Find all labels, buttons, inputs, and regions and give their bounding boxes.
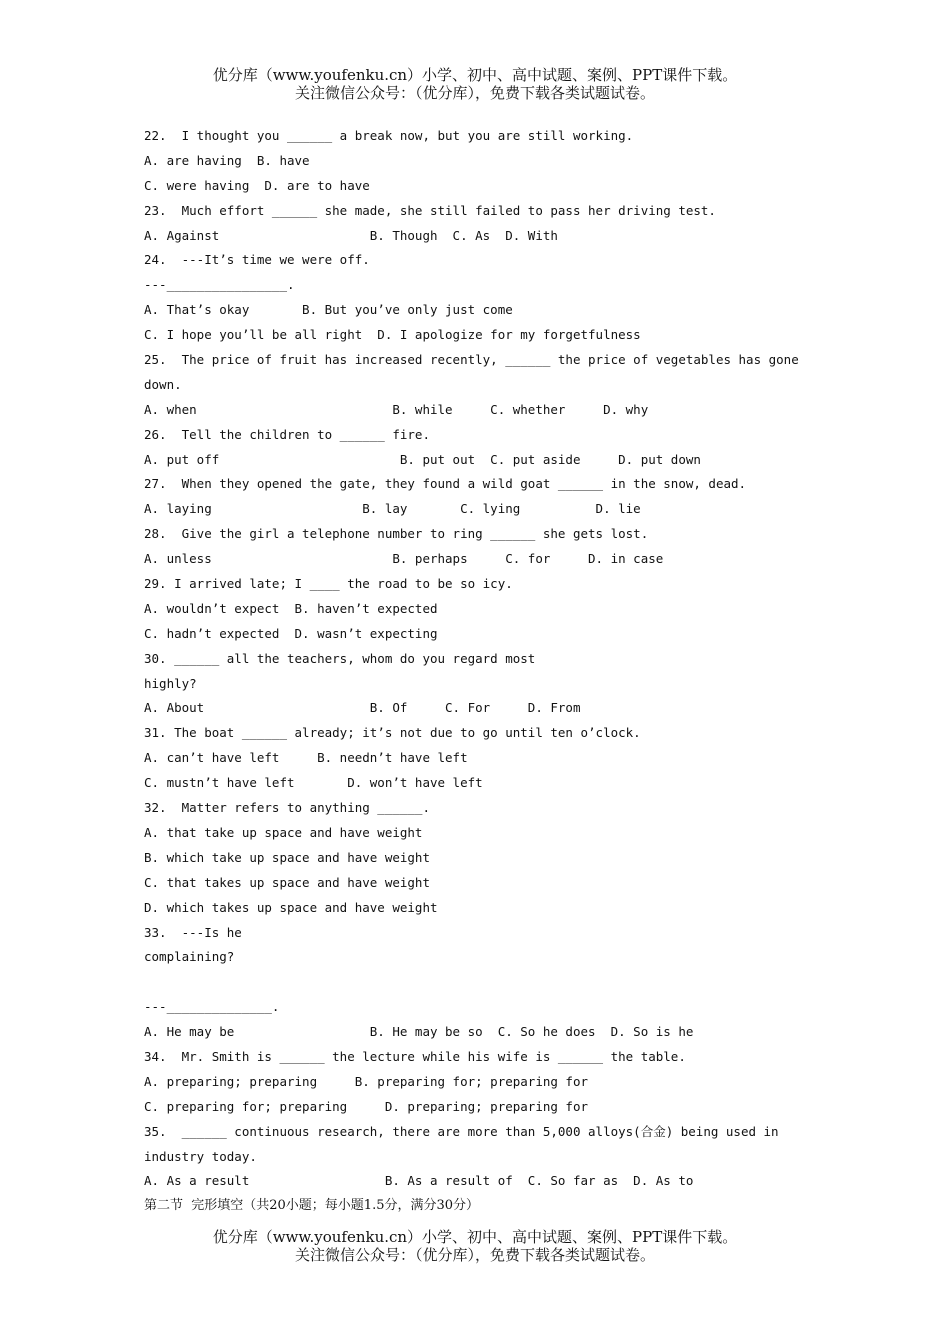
text-line: C. mustn’t have left D. won’t have left	[144, 775, 483, 791]
text-line: A. Against B. Though C. As D. With	[144, 227, 558, 243]
text-line: A. laying B. lay C. lying D. lie	[144, 501, 641, 517]
text-line: C. preparing for; preparing D. preparing; preparing for	[144, 1098, 589, 1114]
header-line-2: 关注微信公众号：（优分库），免费下载各类试题试卷。	[294, 84, 655, 102]
text-line: A. wouldn’t expect B. haven’t expected	[144, 600, 438, 616]
text-line: industry today.	[144, 1148, 257, 1164]
text-line: A. preparing; preparing B. preparing for; preparing for	[144, 1073, 589, 1089]
text-line: A. He may be B. He may be so C. So he does D. So is he	[144, 1024, 694, 1040]
text-line: 31. The boat ______ already; it’s not due to go until ten o’clock.	[144, 725, 641, 741]
page-footer	[0, 1228, 950, 1264]
text-line: A. are having B. have	[144, 152, 310, 168]
text-line: 26. Tell the children to ______ fire.	[144, 426, 430, 442]
text-line: A. As a result B. As a result of C. So far as D. As to	[144, 1173, 694, 1189]
text-line: A. That’s okay B. But you’ve only just come	[144, 302, 513, 318]
text-line: C. that takes up space and have weight	[144, 874, 430, 890]
text-line: C. were having D. are to have	[144, 177, 370, 193]
text-line: ---________________.	[144, 277, 295, 293]
text-line: 33. ---Is he	[144, 924, 242, 940]
text-line: down.	[144, 376, 182, 392]
text-line: 35. ______ continuous research, there are more than 5,000 alloys(合金) being used in	[144, 1123, 779, 1139]
text-line: A. About B. Of C. For D. From	[144, 700, 581, 716]
text-line: 27. When they opened the gate, they found a wild goat ______ in the snow, dead.	[144, 476, 747, 492]
text-line: 24. ---It’s time we were off.	[144, 252, 370, 268]
exam-body	[144, 124, 824, 1219]
text-line: 29. I arrived late; I ____ the road to be so icy.	[144, 576, 513, 592]
text-line: C. hadn’t expected D. wasn’t expecting	[144, 625, 438, 641]
text-line: complaining?	[144, 949, 235, 965]
text-line: D. which takes up space and have weight	[144, 899, 438, 915]
footer-line-1: 优分库（www.youfenku.cn）小学、初中、高中试题、案例、PPT课件下载。	[212, 1228, 738, 1246]
text-line: A. can’t have left B. needn’t have left	[144, 750, 468, 766]
page-header	[0, 66, 950, 102]
text-line: 32. Matter refers to anything ______.	[144, 800, 430, 816]
text-line: 34. Mr. Smith is ______ the lecture while his wife is ______ the table.	[144, 1048, 686, 1064]
footer-line-2: 关注微信公众号：（优分库），免费下载各类试题试卷。	[294, 1246, 655, 1264]
text-line: 23. Much effort ______ she made, she still failed to pass her driving test.	[144, 202, 716, 218]
text-line: 22. I thought you ______ a break now, but you are still working.	[144, 128, 634, 143]
text-line: A. unless B. perhaps C. for D. in case	[144, 551, 664, 567]
header-line-1: 优分库（www.youfenku.cn）小学、初中、高中试题、案例、PPT课件下载。	[212, 66, 738, 84]
text-line: A. put off B. put out C. put aside D. put down	[144, 451, 701, 467]
text-line: A. that take up space and have weight	[144, 824, 423, 840]
text-line: 28. Give the girl a telephone number to ring ______ she gets lost.	[144, 526, 649, 542]
text-line: A. when B. while C. whether D. why	[144, 401, 649, 417]
text-line: 30. ______ all the teachers, whom do you regard most	[144, 650, 536, 666]
text-line: highly?	[144, 675, 197, 691]
text-line: C. I hope you’ll be all right D. I apologize for my forgetfulness	[144, 327, 641, 343]
text-line	[144, 970, 824, 995]
text-line: ---______________.	[144, 999, 280, 1015]
text-line: B. which take up space and have weight	[144, 849, 430, 865]
text-line: 25. The price of fruit has increased recently, ______ the price of vegetables has gone	[144, 352, 799, 368]
section-title: 第二节 完形填空（共20小题；每小题1.5分，满分30分）	[144, 1198, 480, 1214]
